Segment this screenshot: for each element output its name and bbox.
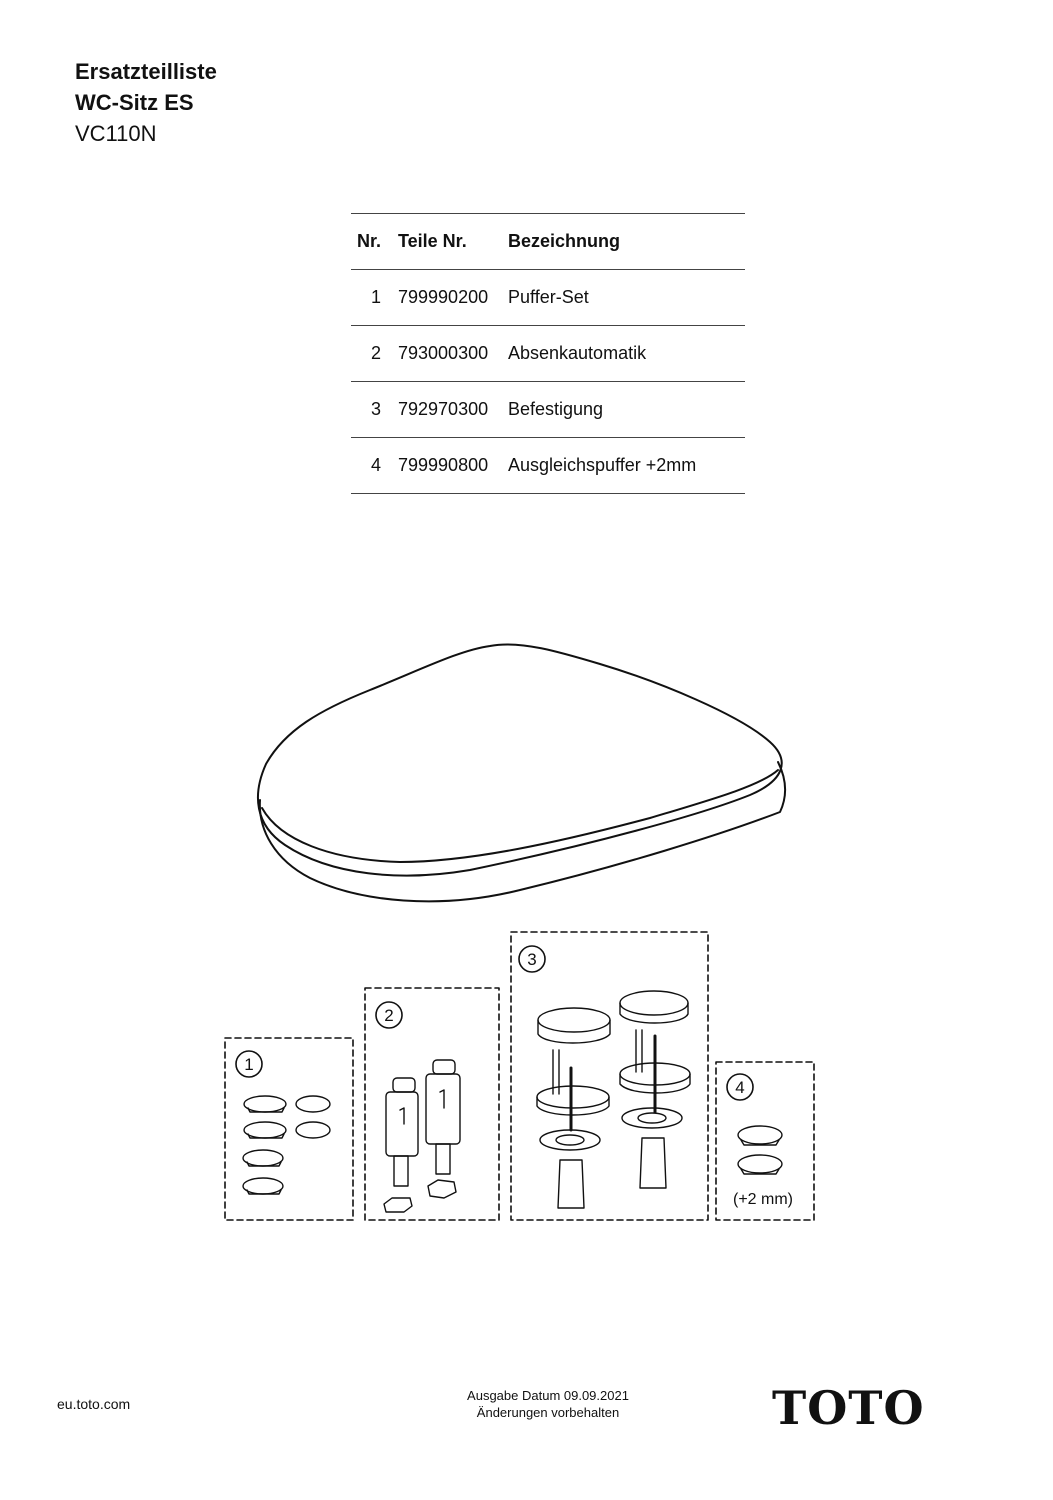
col-header-bezeichnung: Bezeichnung — [508, 214, 745, 270]
row-description: Absenkautomatik — [508, 326, 745, 382]
issue-date: Ausgabe Datum 09.09.2021 — [467, 1388, 629, 1403]
row-nr: 2 — [351, 326, 381, 382]
callout-label-1: 1 — [244, 1055, 254, 1074]
website-url: eu.toto.com — [57, 1396, 131, 1412]
soft-close-damper-illustration — [384, 1060, 460, 1212]
callout-label-3: 3 — [527, 950, 537, 969]
row-description: Ausgleichspuffer +2mm — [508, 438, 745, 494]
model-number: VC110N — [75, 121, 157, 146]
row-nr: 4 — [351, 438, 381, 494]
toilet-seat-illustration — [258, 644, 785, 901]
row-part-number: 799990800 — [381, 438, 508, 494]
doc-title: Ersatzteilliste — [75, 59, 217, 84]
col-header-nr: Nr. — [351, 214, 381, 270]
shim-bumper-illustration — [738, 1126, 782, 1174]
col-header-teile-nr: Teile Nr. — [381, 214, 508, 270]
row-part-number: 792970300 — [381, 382, 508, 438]
change-disclaimer: Änderungen vorbehalten — [476, 1405, 620, 1420]
shim-thickness-note: (+2 mm) — [733, 1191, 793, 1208]
row-nr: 1 — [351, 270, 381, 326]
callout-label-2: 2 — [384, 1006, 394, 1025]
row-description: Befestigung — [508, 382, 745, 438]
row-description: Puffer-Set — [508, 270, 745, 326]
part-group-3-frame — [511, 932, 708, 1220]
row-part-number: 793000300 — [381, 326, 508, 382]
footer-notice — [448, 1387, 648, 1421]
doc-subtitle: WC-Sitz ES — [75, 90, 194, 115]
fixing-set-illustration — [537, 991, 690, 1208]
row-part-number: 799990200 — [381, 270, 508, 326]
callout-label-4: 4 — [735, 1078, 745, 1097]
bumper-set-illustration — [243, 1096, 330, 1194]
row-nr: 3 — [351, 382, 381, 438]
toto-logo: TOTO — [772, 1381, 925, 1435]
